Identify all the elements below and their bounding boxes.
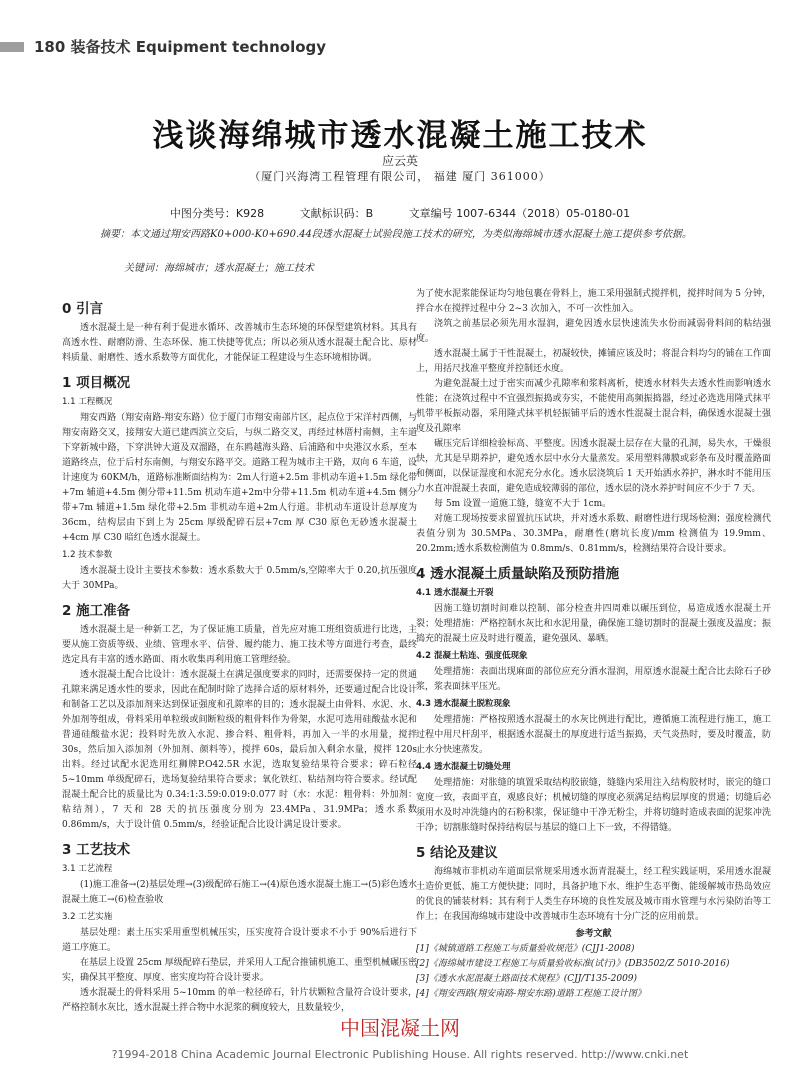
reference-item: [1]《城镇道路工程施工与质量验收规范》(CJJ1-2008) [416, 944, 635, 954]
paragraph: 每 5m 设置一道施工缝，缝宽不大于 1cm。 [434, 499, 612, 509]
paragraph: 基层处理：素土压实采用重型机械压实，压实度符合设计要求不小于 90%后进行下道工序施工。 [62, 928, 417, 953]
paragraph: 处理措施：对胀缝的填置采取结构胶嵌缝，缝缝内采用注入结构胶材时，嵌完的缝口宽度一致，表面平直，观感良好；机械切缝的厚度必须满足结构层厚度的贯通；切缝后必须用水及时冲洗缝内的石粉积浆，保证缝中干净无粉尘，并将切缝时造成表面的泥浆冲洗干净；切割胀缝时保持结构层与基层的缝口上下一致，不得错缝。 [416, 778, 771, 833]
left-column [62, 292, 417, 1016]
paragraph: 在基层上设置 25cm 厚级配碎石垫层，并采用人工配合推铺机施工、重型机械碾压密实，确保其平整度、厚度、密实度均符合设计要求。 [62, 958, 417, 983]
paragraph: 为了使水泥浆能保证均匀地包裹在骨料上，施工采用强制式搅拌机，搅拌时间为 5 分钟，拌合水在搅拌过程中分 2~3 次加入，不可一次性加入。 [416, 289, 771, 314]
header-accent-bar [0, 42, 24, 52]
subsection-heading: 4.2 混凝土粘连、强度低现象 [416, 651, 528, 661]
subsection-heading: 4.4 透水混凝土切缝处理 [416, 762, 511, 772]
reference-item: [3]《透水水泥混凝土路面技术规程》(CJJ/T135-2009) [416, 974, 638, 984]
classification-line [0, 205, 800, 221]
paragraph: 透水混凝土配合比设计：透水混凝土在满足强度要求的同时，还需要保持一定的贯通孔隙来满足透水性的要求，因此在配制时除了选择合适的原材料外，还要通过配合比设计和制备工艺以及添加剂来达到保证强度和孔隙率的目的；透水混凝土由骨料、水泥、水、外加剂等组成，骨料采用单粒级或间断粒级的粗骨料作为骨架，水泥可选用硅酸盐水泥和普通硅酸盐水泥；投料时先放入水泥、掺合料、粗骨料，再加入一半的水用量，搅拌 30s，然后加入添加剂（外加剂、颜料等），搅拌 60s，最后加入剩余水量，搅拌 120s 出料。经过试配水泥选用红狮牌P.O42.5R 水泥，选取复验结果符合要求；碎石粒径 5~10mm 单级配碎石，选场复验结果符合要求；氧化铁红、粘结剂均符合要求。经试配混凝土配合比的质量比为 0.34:1:3.59:0.019:0.077 时（水：水泥：粗骨料：外加剂：粘结剂），7 天和 28 天的抗压强度分别为 23.4MPa、31.9MPa；透水系数 0.86mm/s，大于设计值 0.5mm/s，经验证配合比设计满足设计要求。 [62, 670, 417, 830]
abstract: 摘要：本文通过翔安西路K0+000-K0+690.44段透水混凝土试验段施工技术的研究，为类似海绵城市透水混凝土施工提供参考依据。 [100, 229, 692, 240]
subsection-heading: 1.1 工程概况 [62, 397, 113, 407]
subsection-heading: 3.1 工艺流程 [62, 864, 113, 874]
paragraph: (1)施工准备→(2)基层处理→(3)级配碎石施工→(4)原色透水混凝土施工→(5)彩色透水混凝土施工→(6)检查验收 [62, 880, 417, 905]
paragraph: 海绵城市非机动车道面层常规采用透水沥青混凝土，经工程实践证明，采用透水混凝土造价更低、施工方便快捷；同时，具备护地下水、维护生态平衡、能缓解城市热岛效应的优良的铺装材料；其有利于人类生存环境的良性发展及城市雨水管理与水污染防治等工作上；在我国海绵城市建设中改善城市生态环境有十分广泛的应用前景。 [416, 867, 771, 922]
paragraph: 透水混凝土属于干性混凝土，初凝较快，摊铺应该及时；将混合料均匀的铺在工作面上，用括尺找准平整度并控制还水度。 [416, 349, 771, 374]
paragraph: 透水混凝土设计主要技术参数：透水系数大于 0.5mm/s,空隙率大于 0.20,抗压强度大于 30MPa。 [62, 566, 417, 591]
paragraph: 透水混凝土的骨料采用 5~10mm 的单一粒径碎石，针片状颗粒含量符合设计要求，严格控制水灰比，透水混凝土拌合物中水泥浆的稠度较大，且数量较少， [62, 988, 417, 1013]
section-heading-defects: 4 透水混凝土质量缺陷及预防措施 [416, 566, 620, 582]
copyright-footer: ?1994-2018 China Academic Journal Electronic Publishing House. All rights reserved. http://www.cnki.net [111, 1048, 689, 1061]
right-column [416, 287, 771, 1002]
section-heading-process: 3 工艺技术 [62, 842, 131, 858]
running-header: 180 装备技术 Equipment technology [34, 38, 327, 56]
paragraph: 处理措施：表面出现麻面的部位应充分洒水湿润，用原透水混凝土配合比去除石子砂浆，浆表面抹平压光。 [416, 667, 771, 692]
section-heading-intro: 0 引言 [62, 301, 104, 317]
paragraph: 碾压完后详细检验标高、平整度。因透水混凝土层存在大量的孔洞，易失水，干燥很快，尤其是早期养护，避免透水层中水分大量蒸发。采用塑料薄膜或彩条布及时覆盖路面和侧面，以保证湿度和水泥充分水化。透水层浇筑后 1 天开始洒水养护，淋水时不能用压力水直冲混凝土表面，避免造成较薄弱的部位，透水层的浇水养护时间应不少于 7 天。 [416, 439, 771, 494]
reference-item: [2]《海绵城市建设工程施工与质量验收标准(试行)》(DB3502/Z 5010-2016) [416, 959, 730, 969]
paragraph: 透水混凝土是一种新工艺，为了保证施工质量，首先应对施工班组资质进行比选，主要从施工资质等级、业绩、管理水平、信誉、履约能力、施工技术等方面进行考查，最终选定具有丰富的透水路面、雨水收集再利用施工管理经验。 [62, 625, 417, 665]
paragraph: 因施工缝切割时间难以控制、部分检查井四周难以碾压到位，易造成透水混凝土开裂；处理措施：严格控制水灰比和水泥用量，确保施工缝切割时的混凝土强度及温度；振捣充的混凝土应及时进行覆盖，避免强风、暴晒。 [416, 604, 771, 644]
references-title: 参考文献 [575, 929, 612, 939]
subsection-heading: 4.1 透水混凝土开裂 [416, 588, 494, 598]
paragraph: 透水混凝土是一种有利于促进水循环、改善城市生态环境的环保型建筑材料。其具有高透水性、耐磨防滑、生态环保、施工快捷等优点；所以必须从透水混凝土配合比、原材料质量、耐磨性、透水系数等方面优化，才能保证工程建设与生态环境相协调。 [62, 323, 417, 363]
document-code: 文献标识码：B [299, 207, 374, 220]
section-heading-conclusion: 5 结论及建议 [416, 845, 498, 861]
watermark: 中国混凝土网 [340, 1016, 460, 1040]
paragraph: 浇筑之前基层必须先用水湿润，避免因透水层快速流失水份而减弱骨料间的粘结强度。 [416, 319, 771, 344]
reference-item: [4]《翔安西路(翔安南路-翔安东路)道路工程施工设计图》 [416, 989, 646, 999]
paragraph: 对施工现场按要求留置抗压试块，并对透水系数、耐磨性进行现场检测；强度检测代表值分别为 30.5MPa、30.3MPa，耐磨性(磨坑长度)/mm 检测值为 19.9mm、20.2mm;透水系数检测值为 0.8mm/s、0.81mm/s，检测结果符合设计要求。 [416, 514, 771, 554]
subsection-heading: 3.2 工艺实施 [62, 912, 113, 922]
article-number: 文章编号 1007-6344（2018）05-0180-01 [408, 207, 631, 220]
subsection-heading: 4.3 透水混凝土脱粒现象 [416, 699, 511, 709]
paragraph: 翔安西路（翔安南路-翔安东路）位于厦门市翔安南部片区，起点位于宋洋村西侧，与翔安南路交叉，接翔安大道已建西滨立交后，与纵二路交叉，再经过林厝村南侧，主车道下穿新城中路，下穿洪钟大道及双溜路，在东鸥越海头路、后浦路和中央港汉水系，至本道路终点，位于后村东南侧，与翔安东路平交。道路工程为城市主干路，双向 6 车道，设计速度为 60KM/h，道路标准断面结构为：2m人行道+2.5m 非机动车道+1.5m 绿化带+7m 辅道+4.5m 侧分带+11.5m 机动车道+2m中分带+11.5m 机动车道+4.5m 侧分带+7m 辅道+1.5m 绿化带+2.5m 非机动车道+2m人行道。非机动车道设计总厚度为 36cm，结构层由下到上为 25cm 厚级配碎石层+7cm 厚 C30 原色无砂透水混凝土+4cm 厚 C30 暗红色透水混凝土。 [62, 413, 417, 543]
clc-number: 中图分类号：K928 [169, 207, 265, 220]
subsection-heading: 1.2 技术参数 [62, 550, 113, 560]
author: 应云英 [381, 154, 418, 168]
keywords: 关键词：海绵城市；透水混凝土；施工技术 [124, 263, 314, 274]
section-heading-preparation: 2 施工准备 [62, 603, 131, 619]
section-heading-overview: 1 项目概况 [62, 375, 131, 391]
article-title: 浅谈海绵城市透水混凝土施工技术 [152, 118, 648, 154]
affiliation: （厦门兴海湾工程管理有限公司， 福建 厦门 361000） [249, 170, 551, 183]
paragraph: 处理措施：严格按照透水混凝土的水灰比例进行配比，遵循施工流程进行施工，施工过程中用尺杆刮平，根据透水混凝土的厚度进行适当振捣，天气炎热时，要及时覆盖，防止水分快速蒸发。 [416, 715, 771, 755]
paragraph: 为避免混凝土过于密实而减少孔隙率和浆料离析，使透水材料失去透水性而影响透水性能；在浇筑过程中不宜强烈振捣或夯实，不能使用高频振捣器，经过必选选用隆式抹平机带平板振动器，采用隆式抹平机轻振铺平后的透水性混凝土混合料，确保透水混凝土强度及孔隙率 [416, 379, 771, 434]
